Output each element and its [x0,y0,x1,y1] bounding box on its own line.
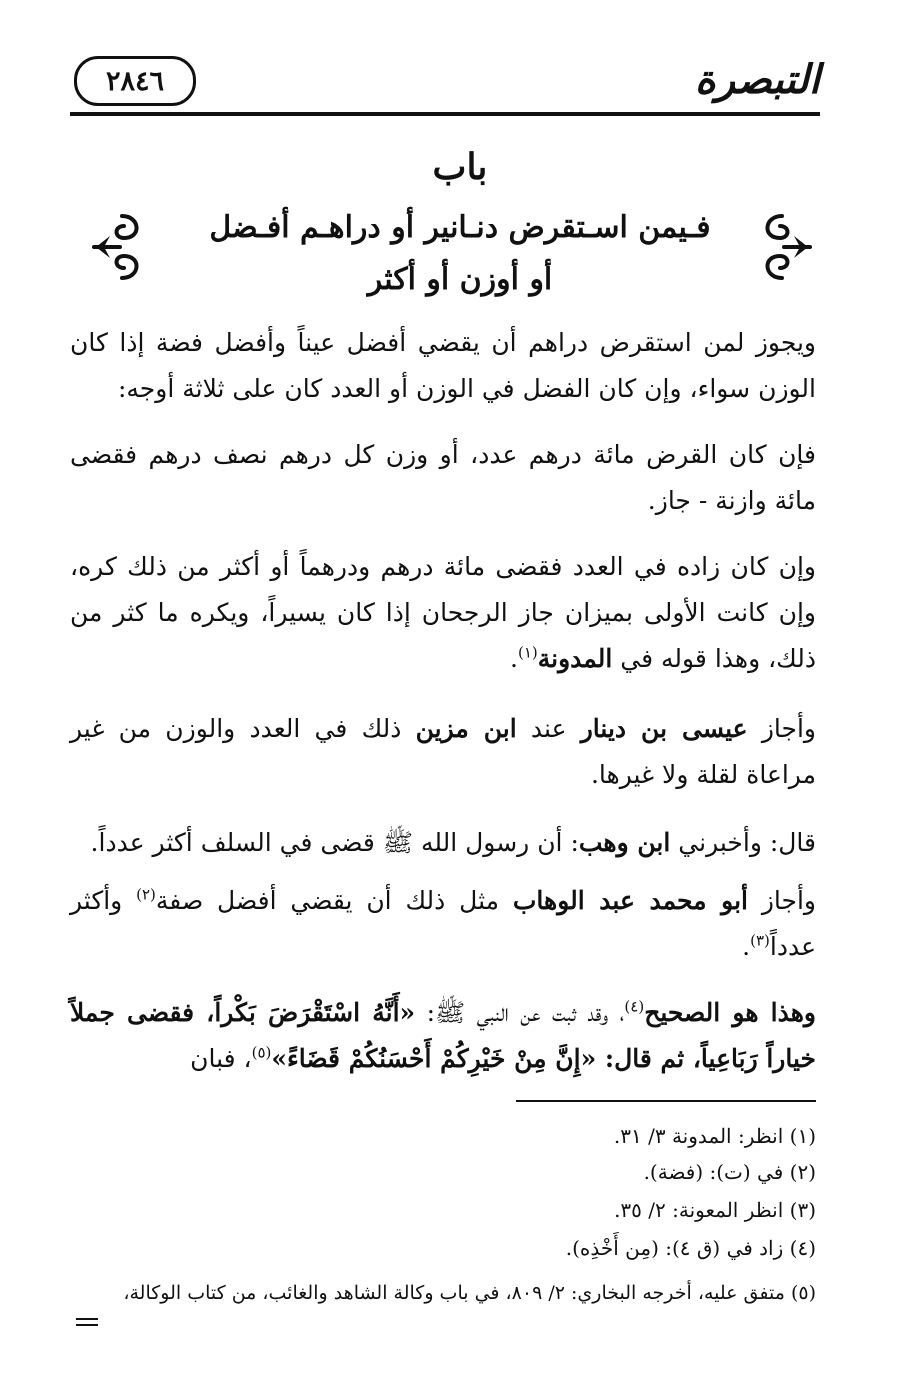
paragraph-2 [70,432,816,524]
page-header [70,50,820,116]
paragraph-3-source: المدونة [537,644,613,673]
footnote-4: (٤) زاد في (ق ٤): (مِن أَخْذِه). [565,1236,816,1260]
footnote-1: (١) انظر: المدونة ٣/ ٣١. [613,1124,816,1148]
page-number: ٢٨٤٦ [105,65,164,97]
paragraph-6-d: وأكثر عدداً [70,886,816,961]
ornament-left-icon [90,208,154,286]
paragraph-5-c: : أن رسول الله ﷺ قضى في السلف أكثر عدداً. [90,828,579,857]
footnote-5: (٥) متفق عليه، أخرجه البخاري: ٢/ ٨٠٩، في باب وكالة الشاهد والغائب، من كتاب الوكالة، [123,1282,816,1304]
subtitle-line-1: فـيمن اسـتقرض دنـانير أو دراهـم أفـضل [209,210,711,245]
paragraph-2-text: فإن كان القرض مائة درهم عدد، أو وزن كل درهم نصف درهم فقضى مائة وازنة - جاز. [70,440,816,515]
paragraph-4-a: وأجاز [761,714,816,743]
paragraph-6-c: مثل ذلك أن يقضي أفضل صفة [155,886,500,915]
paragraph-6: وأجاز أبو محمد عبد الوهاب مثل ذلك أن يقضي أفضل صفة$^{(٢)}$ وأكثر عدداً$^{(٣)}$. [70,885,816,961]
paragraph-4-c: عند [530,714,567,743]
paragraph-7-b: ، وقد ثبت عن النبي ﷺ: [426,998,625,1027]
footnote-ref-4: (٤) [624,997,645,1016]
paragraph-3: وإن كان زاده في العدد فقضى مائة درهم ودرهماً أو أكثر من ذلك كره، وإن كانت الأولى بميزان جاز الرجحان إذا كان يسيراً، ويكره ما كثر من ذلك، وهذا قوله في المدونة$^{(١)}$. [70,552,816,673]
footnote-ref-5: (٥) [251,1043,272,1062]
paragraph-5-a: قال: وأخبرني [678,828,816,857]
paragraph-4-name-2: ابن مزين [415,714,517,743]
paragraph-4-name-1: عيسى بن دينار [580,714,748,743]
paragraph-7-hadith: «أَنَّهُ اسْتَقْرَضَ بَكْراً، فقضى جملاً خياراً رَبَاعِياً، ثم قال: «إِنَّ مِنْ خَيْرِكُمْ أَحْسَنُكُمْ قَضَاءً» [70,998,816,1073]
ornament-right-icon [750,208,814,286]
paragraph-5-name: ابن وهب [578,828,671,857]
page-number-badge [74,56,196,106]
paragraph-4 [70,706,816,798]
paragraph-4-e: ذلك في العدد والوزن من غير مراعاة لقلة ولا غيرها. [70,714,816,789]
footnote-3: (٣) انظر المعونة: ٢/ ٣٥. [614,1198,816,1222]
paragraph-3-text: وإن كان زاده في العدد فقضى مائة درهم ودرهماً أو أكثر من ذلك كره، وإن كانت الأولى بميزان جاز الرجحان إذا كان يسيراً، ويكره ما كثر من ذلك، وهذا قوله في [70,552,816,673]
paragraph-7 [70,990,816,1082]
footnote-ref-2: (٢) [136,885,156,904]
paragraph-1 [70,320,816,412]
continuation-mark-icon [76,1318,98,1330]
paragraph-6-a: وأجاز [761,886,816,915]
footnote-2: (٢) في (ت): (فضة). [643,1160,816,1184]
paragraph-6-name: أبو محمد عبد الوهاب [512,886,748,915]
header-rule [70,112,820,116]
paragraph-1-text: ويجوز لمن استقرض دراهم أن يقضي أفضل عيناً وأفضل فضة إذا كان الوزن سواء، وإن كان الفضل في الوزن أو العدد كان على ثلاثة أوجه: [70,328,816,403]
footnote-separator [516,1100,816,1102]
paragraph-7-a: وهذا هو الصحيح [644,998,816,1027]
subtitle-line-2: أو أوزن أو أكثر [367,262,553,297]
footnote-ref-1: (١) [517,643,538,662]
paragraph-7-d: ، فبان [190,1044,252,1073]
chapter-heading: باب [432,146,488,188]
footnote-ref-3: (٣) [750,931,770,950]
book-title: التبصرة [694,56,820,103]
paragraph-5 [70,820,816,866]
